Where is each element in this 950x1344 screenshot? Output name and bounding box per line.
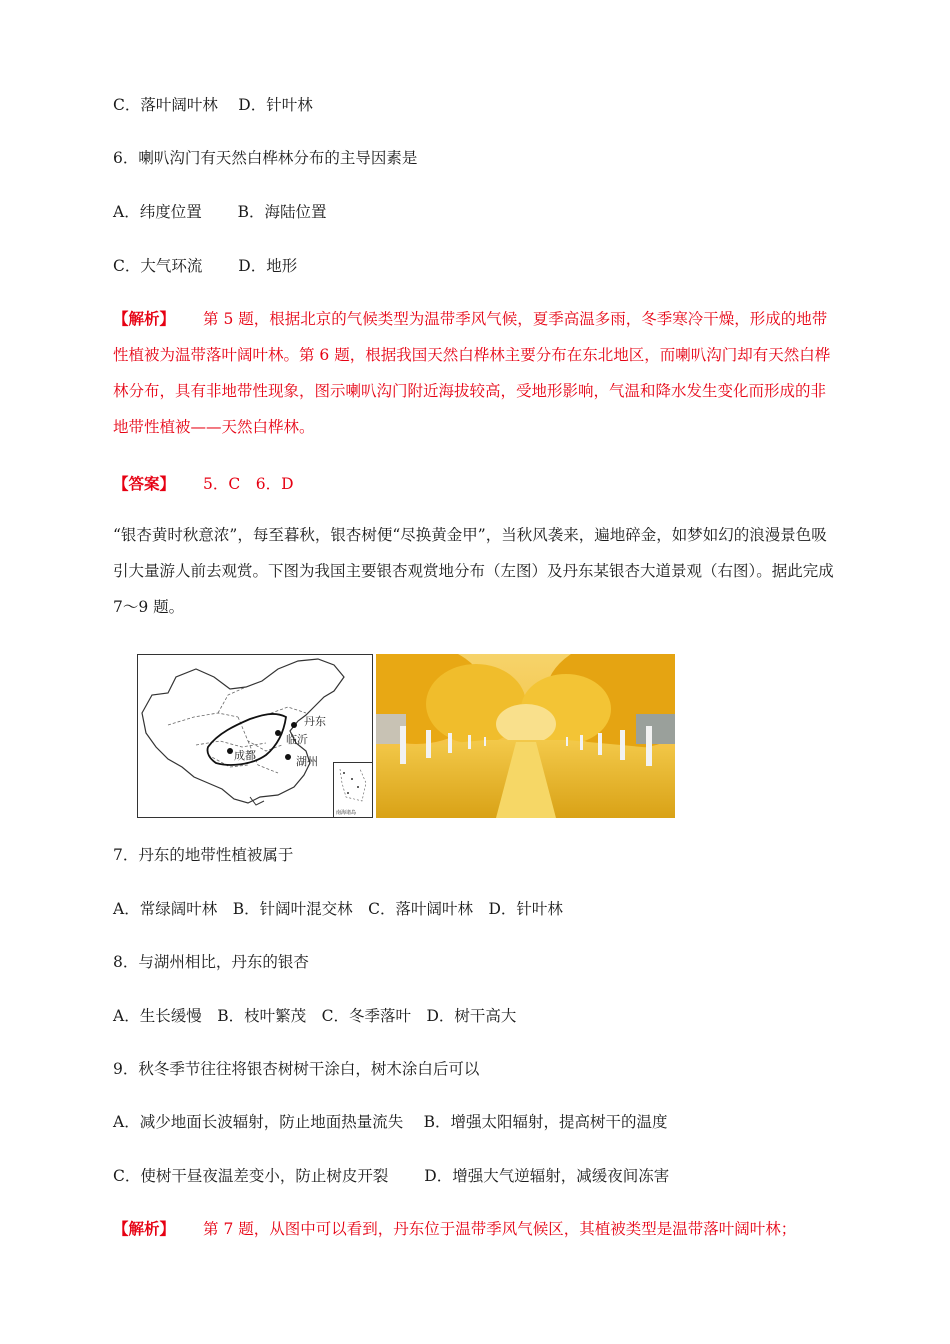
inset-label: 南海诸岛 xyxy=(336,810,357,816)
q7-stem: 7．丹东的地带性植被属于 xyxy=(113,846,294,864)
analysis-tag: 【解析】 xyxy=(113,309,176,328)
city-label-chengdu: 成都 xyxy=(234,749,256,762)
q9-options-cd: C．使树干昼夜温差变小，防止树皮开裂 D．增强大气逆辐射，减缓夜间冻害 xyxy=(113,1167,670,1185)
ginkgo-avenue-illustration xyxy=(376,654,675,818)
q9-stem: 9．秋冬季节往往将银杏树树干涂白，树木涂白后可以 xyxy=(113,1060,480,1078)
answer-text: 5．C 6．D xyxy=(203,475,294,493)
figure xyxy=(137,654,675,818)
south-china-sea-inset xyxy=(333,762,372,817)
city-label-linyi: 临沂 xyxy=(286,733,308,746)
q5-options-cd: C．落叶阔叶林 D．针叶林 xyxy=(113,96,313,114)
inset-islands xyxy=(334,763,372,807)
q6-options-ab: A．纬度位置 B．海陆位置 xyxy=(113,203,327,221)
answer-block-1 xyxy=(113,474,294,494)
q8-stem: 8．与湖州相比，丹东的银杏 xyxy=(113,953,309,971)
answer-tag: 【答案】 xyxy=(113,474,176,493)
q9-options-ab: A．减少地面长波辐射，防止地面热量流失 B．增强太阳辐射，提高树干的温度 xyxy=(113,1113,668,1131)
q6-stem: 6．喇叭沟门有天然白桦林分布的主导因素是 xyxy=(113,149,418,167)
q8-options: A．生长缓慢 B．枝叶繁茂 C．冬季落叶 D．树干高大 xyxy=(113,1007,517,1025)
analysis-text: 第 5 题，根据北京的气候类型为温带季风气候，夏季高温多雨，冬季寒冷干燥，形成的地带性植被为温带落叶阔叶林。第 6 题，根据我国天然白桦林主要分布在东北地区，而喇叭沟门却有天然白桦林分布，具有非地带性现象，图示喇叭沟门附近海拔较高，受地形影响，气温和降水发生变化而形成的非地带性植被——天然白桦林。 xyxy=(113,310,831,436)
q7-options: A．常绿阔叶林 B．针阔叶混交林 C．落叶阔叶林 D．针叶林 xyxy=(113,900,563,918)
city-label-huzhou: 湖州 xyxy=(296,755,318,768)
analysis-tag: 【解析】 xyxy=(113,1219,176,1238)
ginkgo-intro: “银杏黄时秋意浓”，每至暮秋，银杏树便“尽换黄金甲”，当秋风袭来，遍地碎金，如梦如幻的浪漫景色吸引大量游人前去观赏。下图为我国主要银杏观赏地分布（左图）及丹东某银杏大道景观（右图）。据此完成 7～9 题。 xyxy=(113,526,834,616)
ginkgo-avenue-photo xyxy=(376,654,675,818)
city-label-dandong: 丹东 xyxy=(304,715,326,728)
analysis-text: 第 7 题，从图中可以看到，丹东位于温带季风气候区，其植被类型是温带落叶阔叶林； xyxy=(203,1220,797,1238)
q6-options-cd: C．大气环流 D．地形 xyxy=(113,257,298,275)
analysis-block-1 xyxy=(113,301,837,445)
analysis-block-2 xyxy=(113,1219,796,1239)
china-map xyxy=(137,654,373,818)
